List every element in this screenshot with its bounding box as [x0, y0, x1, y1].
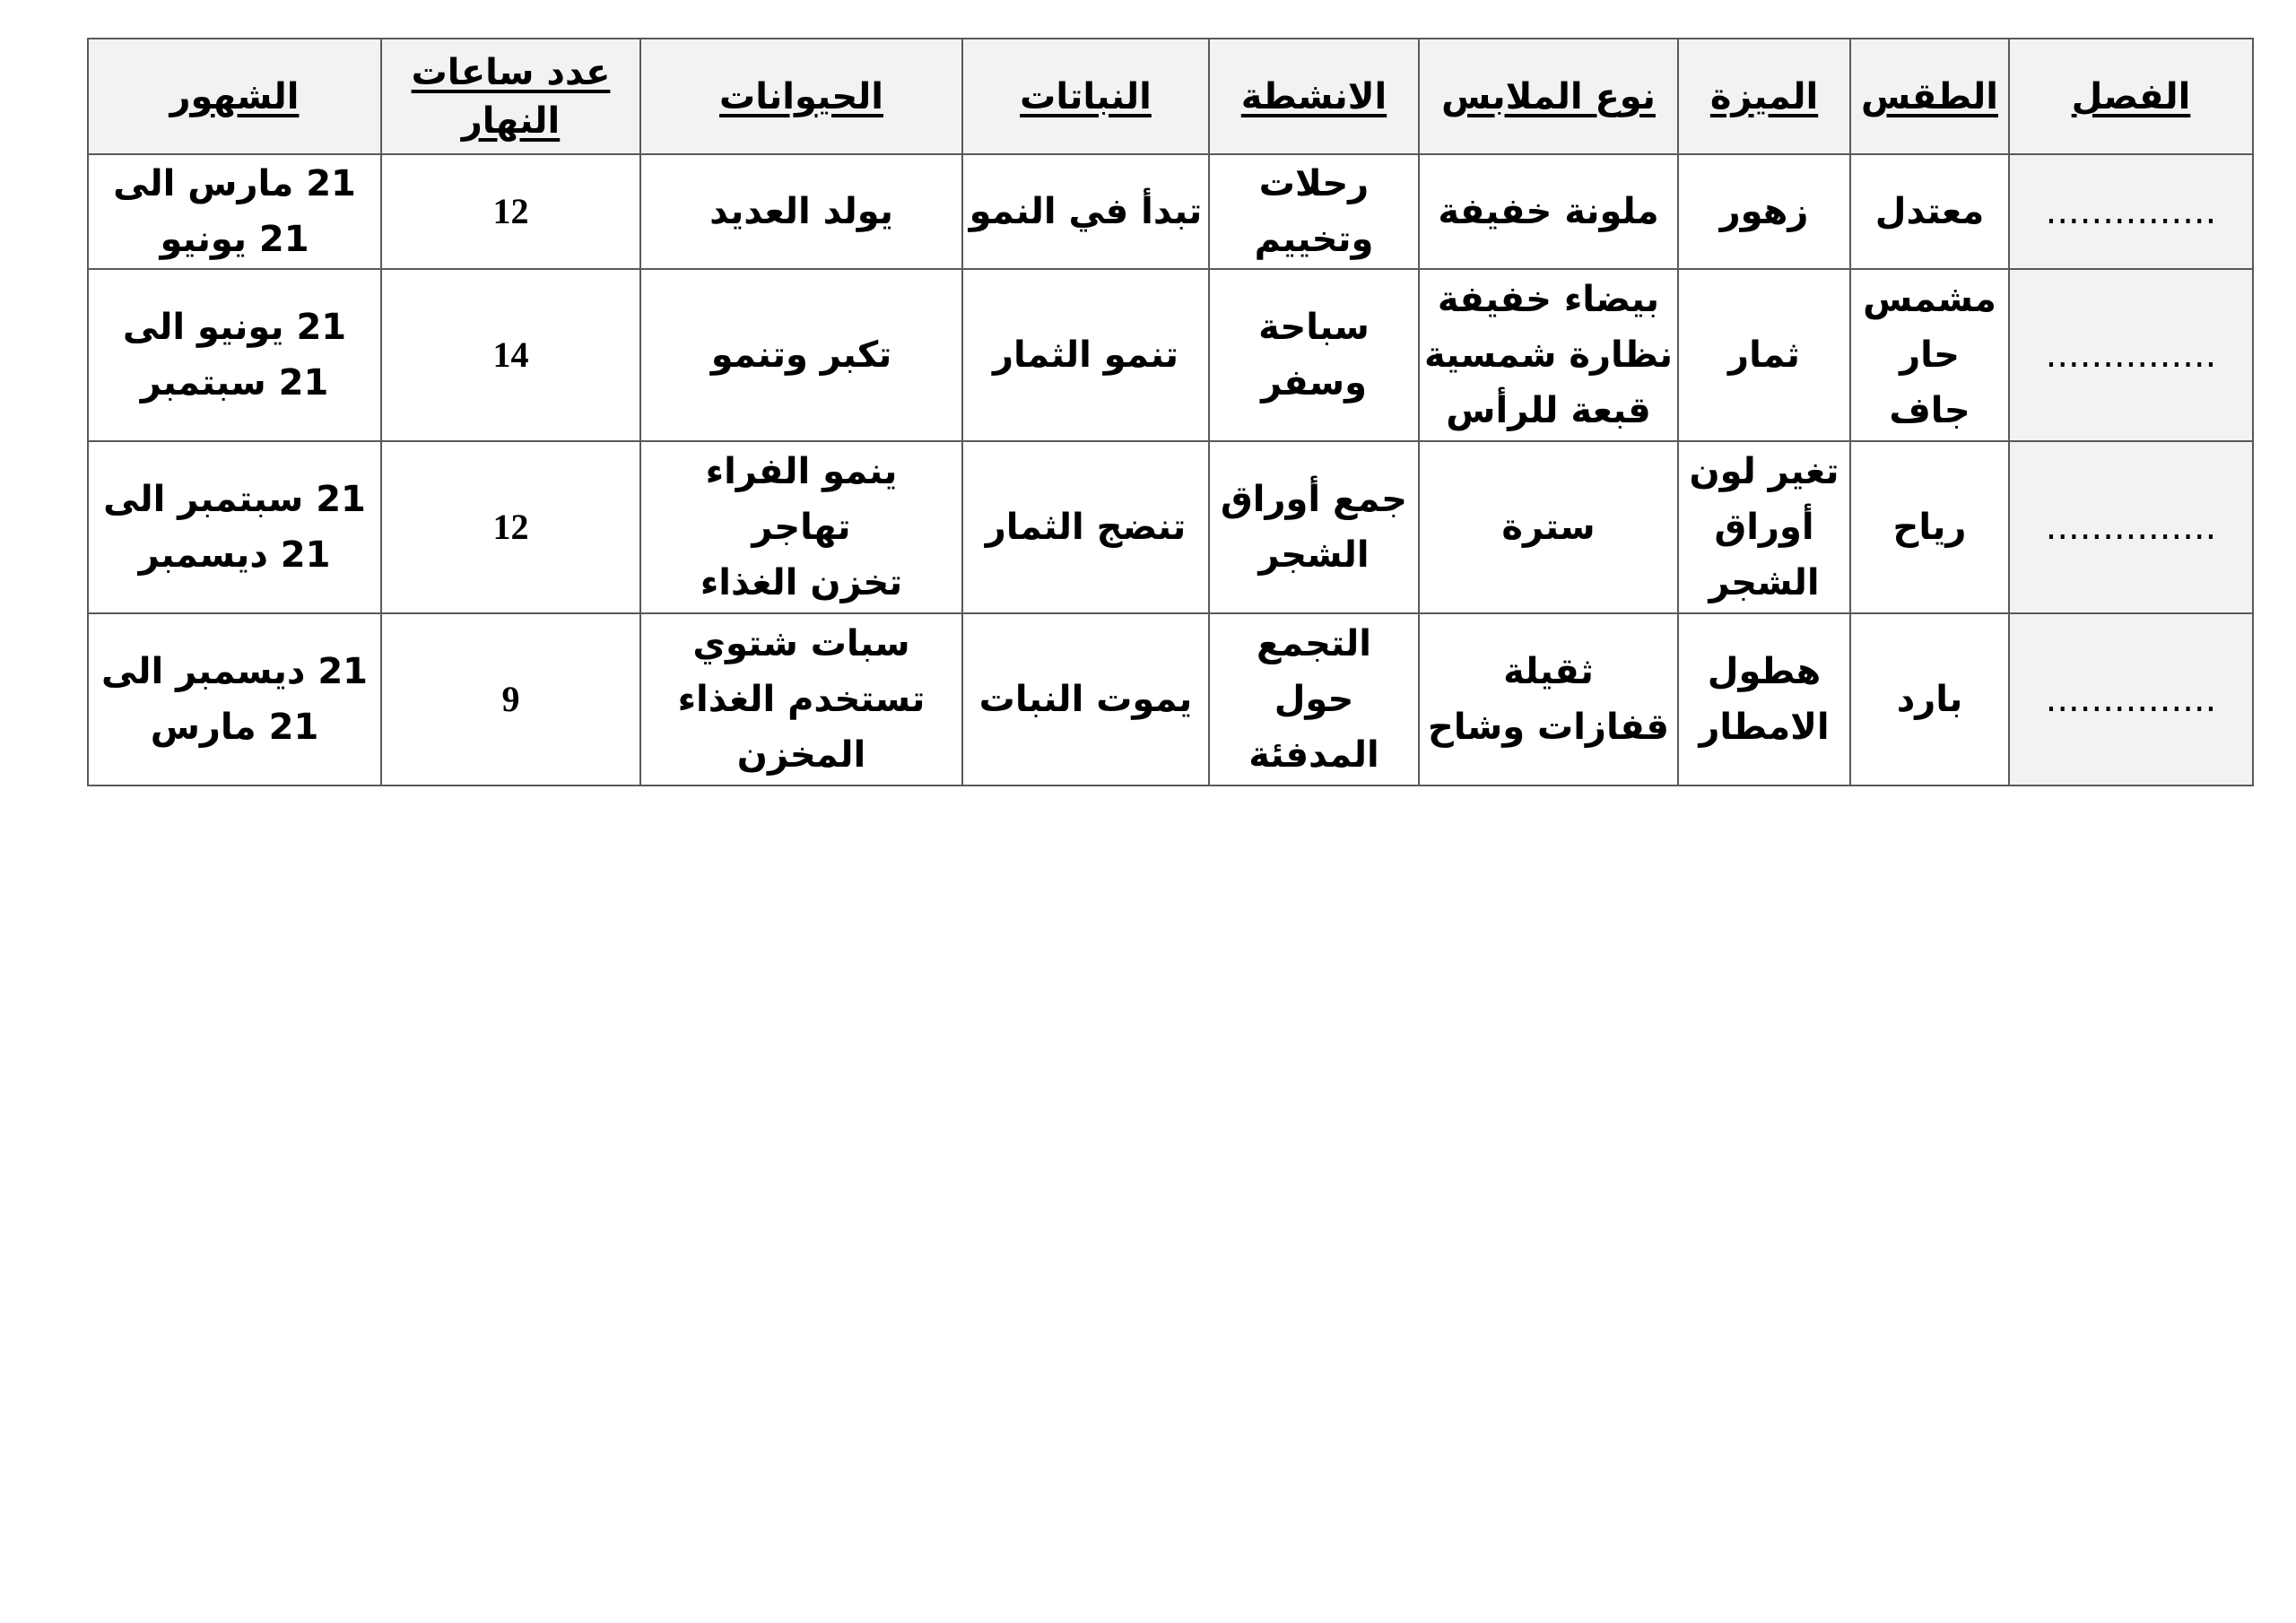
months-cell [88, 269, 381, 441]
activities-cell-line: وتخييم [1254, 219, 1374, 260]
header-activities-label: الانشطة [1240, 75, 1387, 117]
months-cell [88, 613, 381, 785]
table-row [88, 441, 2253, 613]
table-row [88, 154, 2253, 269]
animals-cell-line: ينمو الفراء [705, 451, 898, 492]
weather-cell [1850, 269, 2009, 441]
season-cell [2009, 269, 2253, 441]
weather-cell [1850, 154, 2009, 269]
months-cell-line: 21 مارس [150, 707, 319, 748]
season-cell [2009, 154, 2253, 269]
animals-cell-line: تكبر وتنمو [710, 334, 892, 376]
months-cell-line: 21 ديسمبر الى [101, 651, 368, 692]
seasons-table [87, 38, 2254, 786]
activities-cell [1209, 613, 1419, 785]
feature-cell [1678, 613, 1850, 785]
activities-cell [1209, 154, 1419, 269]
plants-cell [962, 613, 1209, 785]
header-animals [640, 39, 962, 154]
header-activities [1209, 39, 1419, 154]
animals-cell-line: سبات شتوي [692, 623, 910, 664]
header-daylight-hours-line-1: عدد ساعات [411, 51, 611, 93]
daylight-hours-cell-text: 12 [492, 507, 529, 547]
animals-cell [640, 613, 962, 785]
plants-cell-line: يموت النبات [978, 679, 1193, 720]
animals-cell [640, 269, 962, 441]
months-cell-line: 21 سبتمبر [140, 362, 329, 404]
weather-cell-line: معتدل [1874, 191, 1985, 232]
table-row [88, 269, 2253, 441]
clothing-cell [1419, 154, 1678, 269]
clothing-cell-line: سترة [1501, 507, 1596, 548]
feature-cell [1678, 154, 1850, 269]
plants-cell [962, 154, 1209, 269]
header-plants-label: النباتات [1020, 75, 1152, 117]
feature-cell [1678, 269, 1850, 441]
months-cell-line: 21 مارس الى [113, 163, 356, 204]
activities-cell-line: سباحة [1258, 307, 1370, 348]
feature-cell-line: تغير لون [1689, 451, 1839, 492]
animals-cell-line: تخزن الغذاء [700, 562, 903, 603]
table-row [88, 613, 2253, 785]
header-feature-label: الميزة [1709, 75, 1819, 117]
plants-cell [962, 269, 1209, 441]
header-plants [962, 39, 1209, 154]
weather-cell [1850, 441, 2009, 613]
season-cell [2009, 441, 2253, 613]
months-cell-line: 21 ديسمبر [138, 534, 331, 576]
daylight-hours-cell-text: 9 [501, 679, 520, 719]
table-body [88, 154, 2253, 785]
feature-cell [1678, 441, 1850, 613]
activities-cell [1209, 441, 1419, 613]
daylight-hours-cell [381, 154, 640, 269]
weather-cell-line: جاف [1889, 390, 1970, 431]
header-feature [1678, 39, 1850, 154]
animals-cell-line: المخزن [736, 734, 866, 776]
feature-cell-line: الامطار [1699, 707, 1830, 748]
months-cell-line: 21 سبتمبر الى [103, 479, 366, 520]
daylight-hours-cell-text: 14 [492, 334, 529, 375]
daylight-hours-cell [381, 441, 640, 613]
activities-cell-line: التجمع [1256, 623, 1372, 664]
weather-cell-line: حار [1900, 334, 1960, 376]
activities-cell-line: وسفر [1261, 362, 1367, 404]
weather-cell-line: رياح [1892, 507, 1967, 548]
clothing-cell-line: ثقيلة [1503, 651, 1594, 692]
feature-cell-line: هطول [1707, 651, 1822, 692]
weather-cell-line: بارد [1896, 679, 1963, 720]
activities-cell-line: المدفئة [1248, 734, 1379, 776]
header-season-label: الفصل [2071, 75, 2191, 117]
header-daylight-hours-line-2: النهار [461, 100, 561, 142]
animals-cell [640, 441, 962, 613]
clothing-cell-line: بيضاء خفيفة [1437, 279, 1660, 320]
header-daylight-hours [381, 39, 640, 154]
header-clothing-label: نوع الملابس [1441, 75, 1656, 117]
feature-cell-line: الشجر [1709, 562, 1820, 603]
animals-cell-line: تستخدم الغذاء [677, 679, 926, 720]
months-cell-line: 21 يونيو الى [122, 307, 347, 348]
feature-cell-line: أوراق [1714, 507, 1814, 548]
feature-cell-line: زهور [1719, 191, 1809, 232]
plants-cell-line: تبدأ في النمو [969, 191, 1203, 232]
weather-cell [1850, 613, 2009, 785]
clothing-cell-line: قفازات وشاح [1428, 707, 1669, 748]
activities-cell-line: رحلات [1258, 163, 1370, 204]
months-cell [88, 154, 381, 269]
activities-cell-line: جمع أوراق [1221, 479, 1407, 520]
header-animals-label: الحيوانات [719, 75, 883, 117]
clothing-cell [1419, 441, 1678, 613]
header-season [2009, 39, 2253, 154]
clothing-cell [1419, 269, 1678, 441]
season-cell [2009, 613, 2253, 785]
header-weather [1850, 39, 2009, 154]
season-cell-text: ............... [2045, 507, 2217, 548]
months-cell [88, 441, 381, 613]
clothing-cell-line: ملونة خفيفة [1438, 191, 1659, 232]
header-clothing [1419, 39, 1678, 154]
season-cell-text: ............... [2045, 191, 2217, 232]
plants-cell [962, 441, 1209, 613]
clothing-cell-line: قبعة للرأس [1446, 390, 1651, 431]
header-months-label: الشهور [170, 75, 300, 117]
weather-cell-line: مشمس [1863, 279, 1996, 320]
season-cell-text: ............... [2045, 679, 2217, 720]
activities-cell [1209, 269, 1419, 441]
activities-cell-line: حول [1274, 679, 1354, 720]
clothing-cell-line: نظارة شمسية [1423, 334, 1673, 376]
months-cell-line: 21 يونيو [160, 219, 309, 260]
plants-cell-line: تنمو الثمار [992, 334, 1179, 376]
animals-cell-line: تهاجر [752, 507, 851, 548]
animals-cell [640, 154, 962, 269]
plants-cell-line: تنضج الثمار [985, 507, 1187, 548]
clothing-cell [1419, 613, 1678, 785]
header-months [88, 39, 381, 154]
table-header-row [88, 39, 2253, 154]
daylight-hours-cell [381, 613, 640, 785]
activities-cell-line: الشجر [1258, 534, 1370, 576]
header-weather-label: الطقس [1860, 75, 1999, 117]
animals-cell-line: يولد العديد [709, 191, 893, 232]
daylight-hours-cell-text: 12 [492, 191, 529, 231]
feature-cell-line: ثمار [1728, 334, 1800, 376]
season-cell-text: ............... [2045, 334, 2217, 376]
daylight-hours-cell [381, 269, 640, 441]
